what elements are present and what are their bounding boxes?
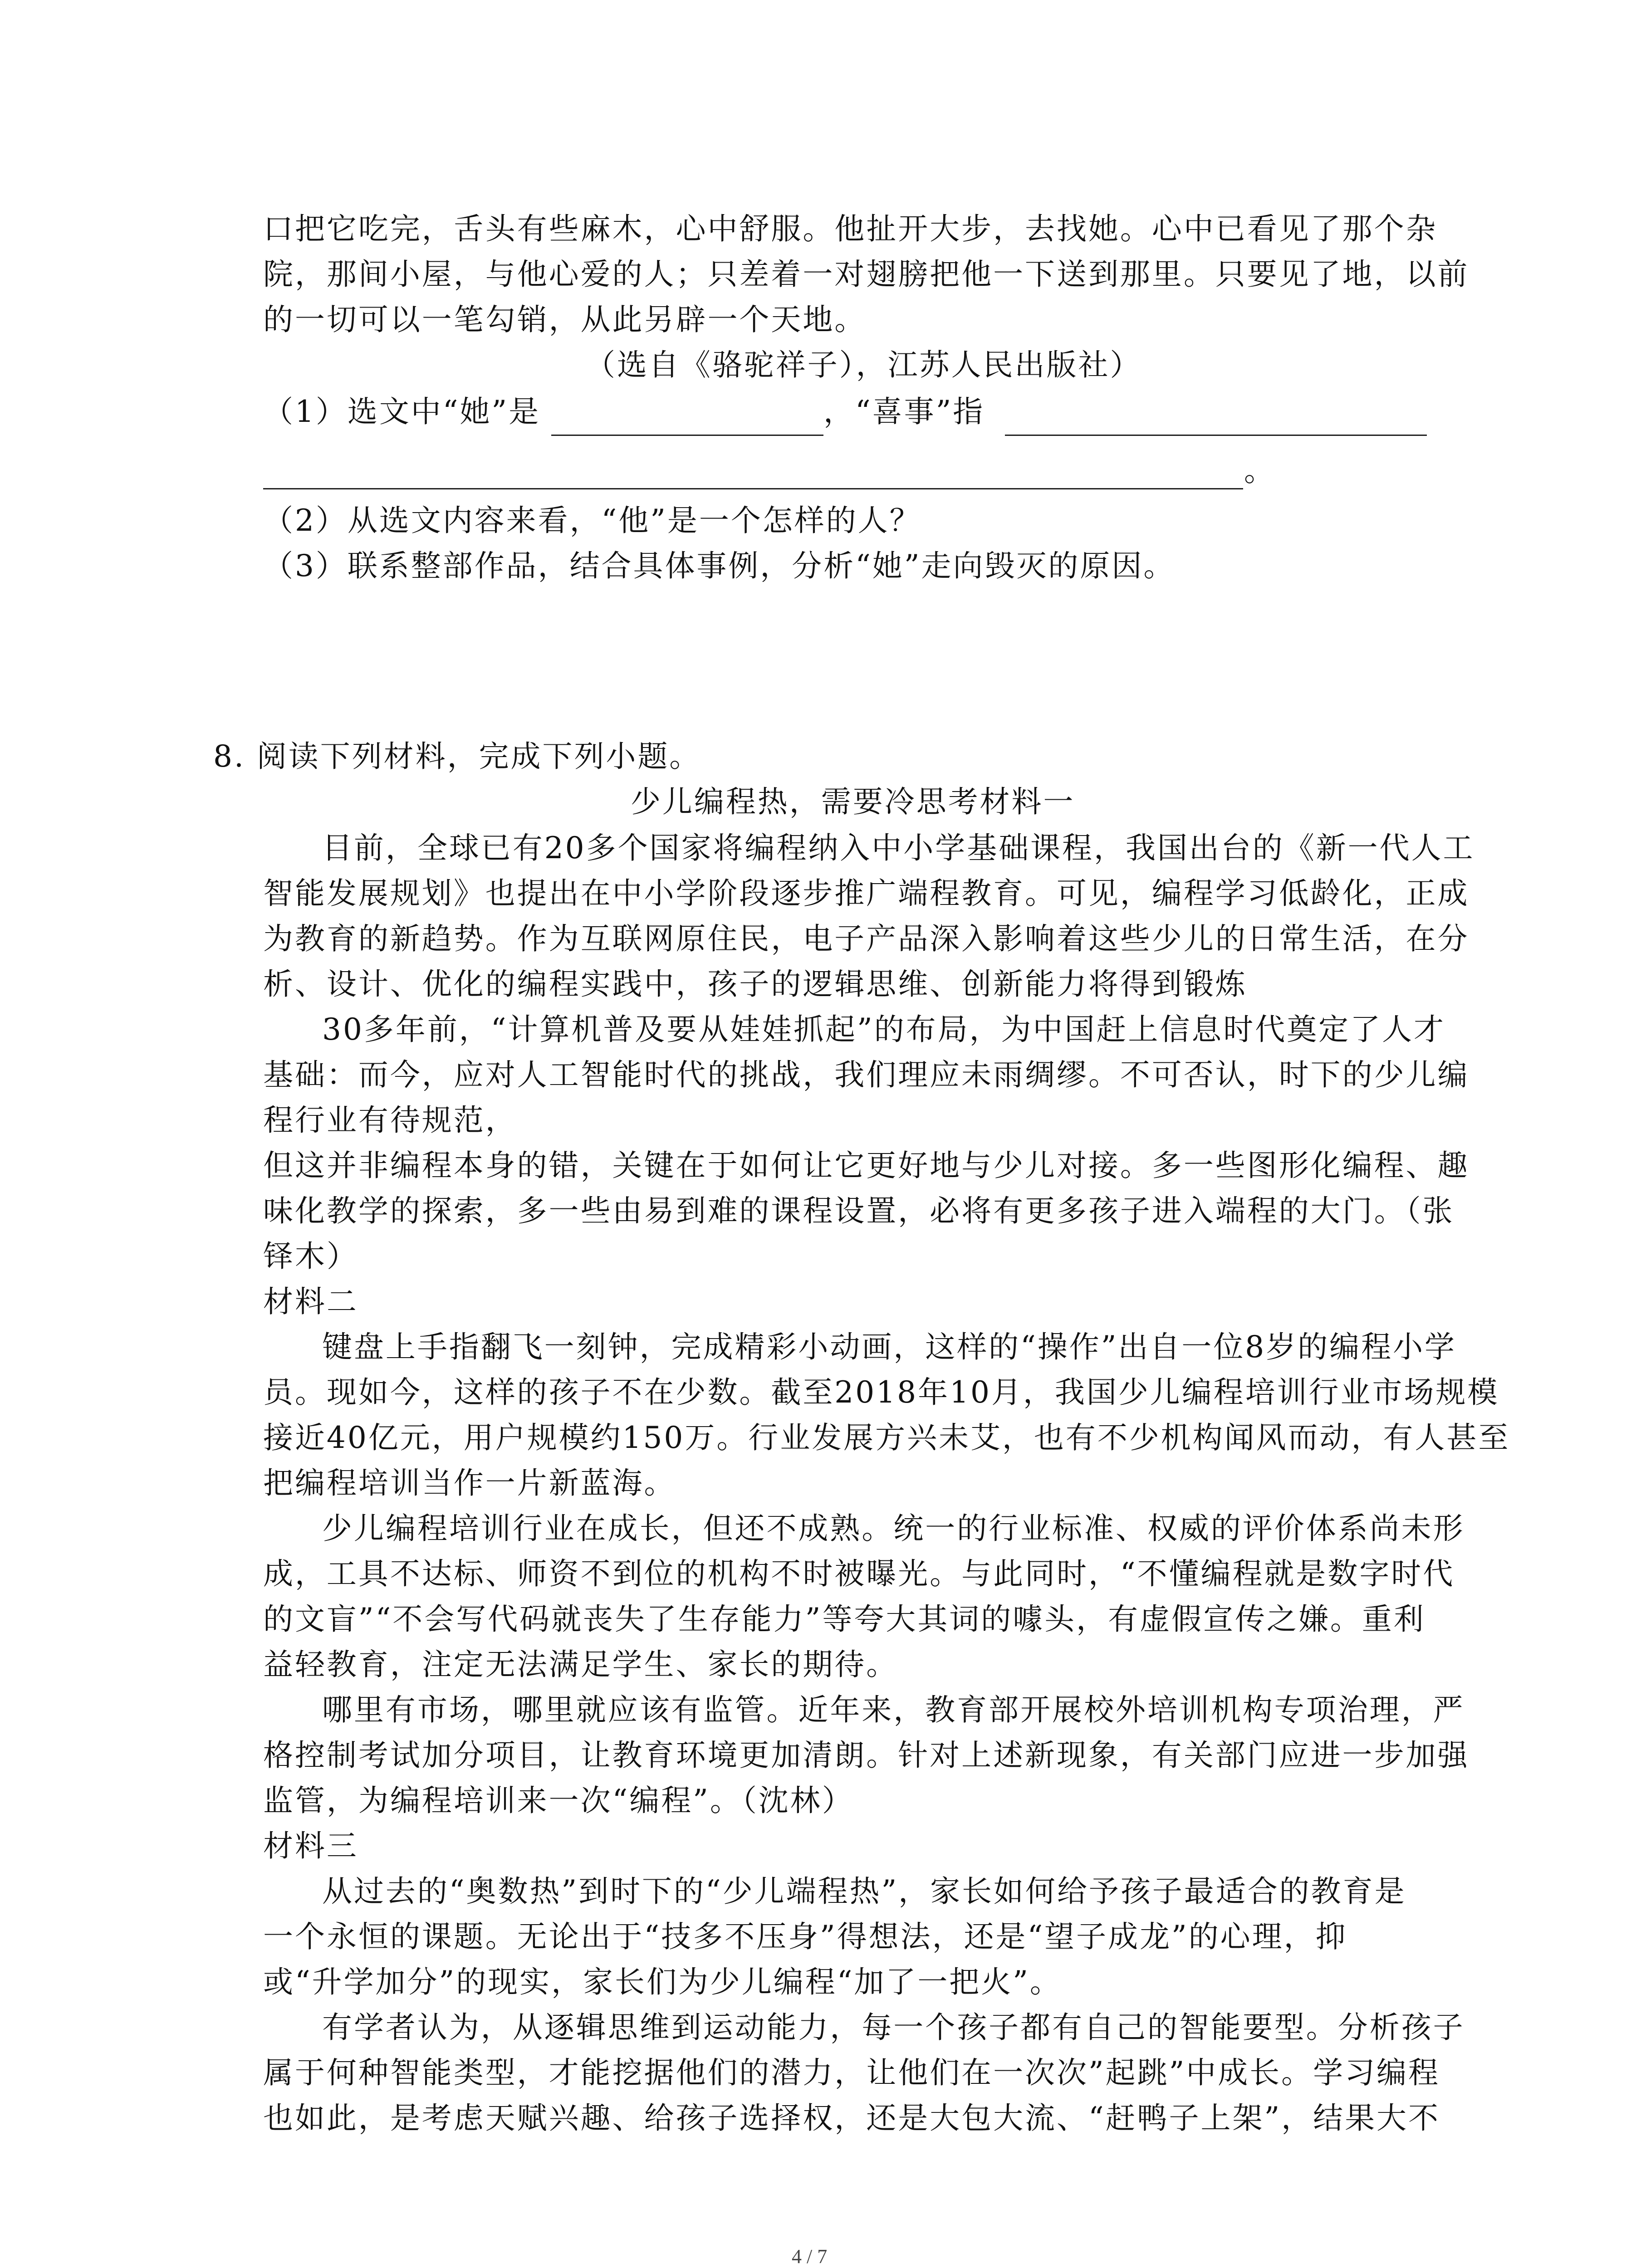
material-3-line: 有学者认为，从逐辑思维到运动能力，每一个孩子都有自己的智能要型。分析孩子 (322, 2010, 1465, 2045)
passage-source: （选自《骆驼祥子），江苏人民出版社） (585, 347, 1142, 382)
page-number: 4 / 7 (792, 2245, 828, 2268)
material-1-line: 目前，全球已有20多个国家将编程纳入中小学基础课程，我国出台的《新一代人工 (322, 831, 1475, 865)
material-1-line: 智能发展规划》也提出在中小学阶段逐步推广端程教育。可见，编程学习低龄化，正成 (263, 876, 1470, 911)
material-1-line: 基础：而今，应对人工智能时代的挑战，我们理应未雨绸缪。不可否认，时下的少儿编 (263, 1057, 1470, 1092)
material-1-line: 铎木） (263, 1239, 358, 1274)
material-3-line: 从过去的“奥数热”到时下的“少儿端程热”，家长如何给予孩子最适合的教育是 (322, 1874, 1406, 1909)
material-2-line: 少儿编程培训行业在成长，但还不成熟。统一的行业标准、权威的评价体系尚未形 (322, 1511, 1465, 1546)
material-2-line: 的文盲”“不会写代码就丧失了生存能力”等夸大其词的噱头，有虚假宣传之嫌。重利 (263, 1602, 1425, 1637)
material-1-line: 为教育的新趋势。作为互联网原住民，电子产品深入影响着这些少儿的日常生活，在分 (263, 921, 1470, 956)
answer-blank-2-continued[interactable] (263, 488, 1243, 489)
material-2-line: 成，工具不达标、师资不到位的机构不时被曝光。与此同时，“不懂编程就是数字时代 (263, 1556, 1455, 1591)
article-title: 少儿编程热，需要冷思考材料一 (631, 784, 1075, 819)
question-7-3: （3）联系整部作品，结合具体事例，分析“她”走向毁灭的原因。 (263, 548, 1176, 583)
answer-blank-2[interactable] (1005, 435, 1427, 436)
material-2-line: 格控制考试加分项目，让教育环境更加清朗。针对上述新现象，有关部门应进一步加强 (263, 1738, 1470, 1773)
material-1-line: 程行业有待规范， (263, 1103, 517, 1138)
material-2-line: 把编程培训当作一片新蓝海。 (263, 1466, 676, 1501)
question-8-heading: 8. 阅读下列材料，完成下列小题。 (213, 739, 701, 774)
material-3-line: 一个永恒的课题。无论出于“技多不压身”得想法，还是“望子成龙”的心理，抑 (263, 1919, 1347, 1954)
question-7-1-prefix: （1）选文中“她”是 (263, 394, 541, 429)
question-7-1-middle: ，“喜事”指 (823, 394, 985, 429)
material-3-label: 材料三 (263, 1828, 358, 1863)
material-1-line: 味化教学的探索，多一些由易到难的课程设置，必将有更多孩子进入端程的大门。（张 (263, 1193, 1455, 1228)
material-2-line: 监管，为编程培训来一次“编程”。（沈林） (263, 1783, 854, 1818)
material-2-line: 哪里有市场，哪里就应该有监管。近年来，教育部开展校外培训机构专项治理，严 (322, 1692, 1465, 1727)
material-1-line: 30多年前，“计算机普及要从娃娃抓起”的布局，为中国赶上信息时代奠定了人才 (322, 1012, 1445, 1047)
passage-line: 的一切可以一笔勾销，从此另辟一个天地。 (263, 302, 867, 337)
answer-blank-1[interactable] (551, 435, 823, 436)
material-1-line: 但这并非编程本身的错，关键在于如何让它更好地与少儿对接。多一些图形化编程、趣 (263, 1148, 1470, 1183)
material-3-line: 属于何种智能类型，才能挖据他们的潜力，让他们在一次次”起跳”中成长。学习编程 (263, 2055, 1440, 2090)
material-1-line: 析、设计、优化的编程实践中，孩子的逻辑思维、创新能力将得到锻炼 (263, 967, 1247, 1002)
passage-line: 口把它吃完，舌头有些麻木，心中舒服。他扯开大步，去找她。心中已看见了那个杂 (263, 211, 1438, 246)
material-3-line: 也如此，是考虑天赋兴趣、给孩子选择权，还是大包大流、“赶鸭子上架”，结果大不 (263, 2101, 1440, 2136)
material-2-line: 接近40亿元，用户规模约150万。行业发展方兴未艾，也有不少机构闻风而动，有人甚至 (263, 1420, 1510, 1455)
material-3-line: 或“升学加分”的现实，家长们为少儿编程“加了一把火”。 (263, 1965, 1062, 1999)
material-2-line: 员。现如今，这样的孩子不在少数。截至2018年10月，我国少儿编程培训行业市场规模 (263, 1375, 1499, 1410)
material-2-line: 键盘上手指翻飞一刻钟，完成精彩小动画，这样的“操作”出自一位8岁的编程小学 (322, 1330, 1456, 1364)
passage-line: 院，那间小屋，与他心爱的人；只差着一对翅膀把他一下送到那里。只要见了地，以前 (263, 257, 1470, 292)
question-7-1-end: 。 (1244, 453, 1276, 488)
question-7-2: （2）从选文内容来看，“他”是一个怎样的人？ (263, 503, 921, 538)
material-2-line: 益轻教育，注定无法满足学生、家长的期待。 (263, 1647, 898, 1682)
material-2-label: 材料二 (263, 1284, 358, 1319)
